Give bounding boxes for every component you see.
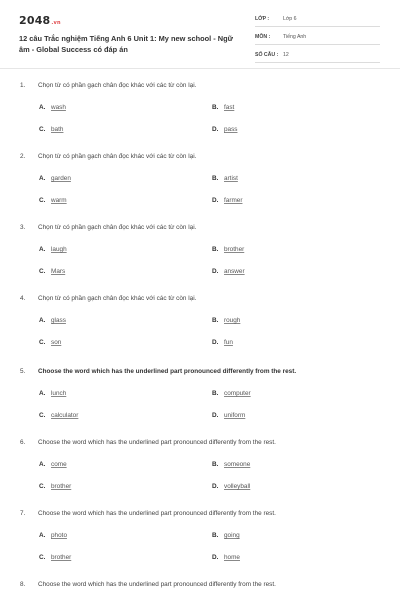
question-text: Choose the word which has the underlined part pronounced differently from the rest. bbox=[38, 510, 276, 517]
meta-subject-value: Tiếng Anh bbox=[283, 34, 307, 40]
option-letter: A. bbox=[39, 461, 46, 468]
option-b[interactable] bbox=[212, 461, 250, 468]
header-divider bbox=[0, 68, 400, 69]
option-d[interactable] bbox=[212, 268, 245, 275]
option-letter: A. bbox=[39, 390, 46, 397]
option-word: pass bbox=[224, 126, 238, 133]
option-a[interactable] bbox=[39, 390, 66, 397]
question-number: 5. bbox=[20, 368, 26, 375]
meta-class-value: Lớp 6 bbox=[283, 16, 297, 22]
option-letter: B. bbox=[212, 461, 219, 468]
option-letter: A. bbox=[39, 532, 46, 539]
meta-subject-row bbox=[255, 31, 380, 45]
option-letter: D. bbox=[212, 339, 219, 346]
option-word: fun bbox=[224, 339, 233, 346]
option-letter: A. bbox=[39, 175, 46, 182]
question-text: Chọn từ có phần gạch chân đọc khác với các từ còn lại. bbox=[38, 224, 197, 231]
option-word: photo bbox=[51, 532, 67, 539]
option-a[interactable] bbox=[39, 246, 67, 253]
option-word: rough bbox=[224, 317, 241, 324]
question-number: 2. bbox=[20, 153, 26, 160]
option-word: bath bbox=[51, 126, 64, 133]
option-c[interactable] bbox=[39, 412, 78, 419]
option-letter: B. bbox=[212, 175, 219, 182]
option-c[interactable] bbox=[39, 197, 67, 204]
option-a[interactable] bbox=[39, 317, 66, 324]
option-word: laugh bbox=[51, 246, 67, 253]
document-title: 12 câu Trắc nghiệm Tiếng Anh 6 Unit 1: My new school - Ngữ âm - Global Success có đáp án bbox=[19, 34, 233, 54]
option-word: volleyball bbox=[224, 483, 251, 490]
option-letter: B. bbox=[212, 104, 219, 111]
option-letter: D. bbox=[212, 197, 219, 204]
question-text: Chọn từ có phần gạch chân đọc khác với các từ còn lại. bbox=[38, 153, 197, 160]
option-letter: C. bbox=[39, 554, 46, 561]
question-text: Choose the word which has the underlined part pronounced differently from the rest. bbox=[38, 368, 297, 375]
option-c[interactable] bbox=[39, 554, 71, 561]
option-c[interactable] bbox=[39, 483, 71, 490]
option-a[interactable] bbox=[39, 532, 67, 539]
meta-count-label: SỐ CÂU : bbox=[255, 52, 279, 58]
option-word: come bbox=[51, 461, 67, 468]
logo-main-text: 2048 bbox=[19, 14, 51, 27]
option-word: brother bbox=[51, 554, 72, 561]
option-word: home bbox=[224, 554, 240, 561]
question-number: 1. bbox=[20, 82, 26, 89]
meta-subject-label: MÔN : bbox=[255, 34, 271, 40]
option-a[interactable] bbox=[39, 104, 66, 111]
option-d[interactable] bbox=[212, 412, 245, 419]
option-word: brother bbox=[51, 483, 72, 490]
option-word: wash bbox=[51, 104, 66, 111]
option-word: artist bbox=[224, 175, 238, 182]
option-letter: C. bbox=[39, 483, 46, 490]
option-letter: D. bbox=[212, 268, 219, 275]
option-word: answer bbox=[224, 268, 245, 275]
option-letter: A. bbox=[39, 317, 46, 324]
option-b[interactable] bbox=[212, 390, 251, 397]
option-d[interactable] bbox=[212, 197, 242, 204]
question-text: Chọn từ có phần gạch chân đọc khác với các từ còn lại. bbox=[38, 82, 197, 89]
option-b[interactable] bbox=[212, 246, 244, 253]
option-letter: D. bbox=[212, 412, 219, 419]
option-b[interactable] bbox=[212, 532, 240, 539]
option-word: computer bbox=[224, 390, 251, 397]
option-letter: B. bbox=[212, 532, 219, 539]
meta-class-label: LỚP : bbox=[255, 16, 270, 22]
meta-count-row bbox=[255, 49, 380, 63]
option-word: warm bbox=[51, 197, 67, 204]
option-letter: C. bbox=[39, 197, 46, 204]
question-number: 8. bbox=[20, 581, 26, 588]
option-d[interactable] bbox=[212, 554, 240, 561]
question-text: Choose the word which has the underlined part pronounced differently from the rest. bbox=[38, 581, 276, 588]
option-word: going bbox=[224, 532, 240, 539]
option-word: son bbox=[51, 339, 62, 346]
option-letter: C. bbox=[39, 126, 46, 133]
site-logo[interactable] bbox=[19, 14, 61, 27]
question-number: 7. bbox=[20, 510, 26, 517]
meta-class-row bbox=[255, 13, 380, 27]
option-b[interactable] bbox=[212, 317, 240, 324]
option-d[interactable] bbox=[212, 483, 250, 490]
option-letter: C. bbox=[39, 268, 46, 275]
option-word: someone bbox=[224, 461, 251, 468]
option-letter: B. bbox=[212, 390, 219, 397]
option-word: brother bbox=[224, 246, 245, 253]
option-letter: C. bbox=[39, 339, 46, 346]
option-word: lunch bbox=[51, 390, 67, 397]
logo-suffix-text: .vn bbox=[51, 20, 61, 26]
option-c[interactable] bbox=[39, 268, 65, 275]
option-letter: A. bbox=[39, 104, 46, 111]
option-letter: C. bbox=[39, 412, 46, 419]
option-word: uniform bbox=[224, 412, 246, 419]
meta-count-value: 12 bbox=[283, 52, 289, 58]
option-letter: A. bbox=[39, 246, 46, 253]
question-number: 4. bbox=[20, 295, 26, 302]
question-number: 6. bbox=[20, 439, 26, 446]
option-word: calculator bbox=[51, 412, 79, 419]
question-number: 3. bbox=[20, 224, 26, 231]
option-letter: D. bbox=[212, 483, 219, 490]
option-d[interactable] bbox=[212, 339, 233, 346]
option-b[interactable] bbox=[212, 175, 238, 182]
option-word: glass bbox=[51, 317, 66, 324]
option-d[interactable] bbox=[212, 126, 238, 133]
option-letter: B. bbox=[212, 317, 219, 324]
document-header bbox=[0, 0, 400, 68]
option-letter: B. bbox=[212, 246, 219, 253]
question-text: Choose the word which has the underlined part pronounced differently from the rest. bbox=[38, 439, 276, 446]
option-c[interactable] bbox=[39, 339, 61, 346]
option-c[interactable] bbox=[39, 126, 63, 133]
document-meta bbox=[255, 13, 380, 67]
option-word: fast bbox=[224, 104, 235, 111]
option-letter: D. bbox=[212, 126, 219, 133]
option-word: garden bbox=[51, 175, 71, 182]
option-a[interactable] bbox=[39, 461, 67, 468]
option-b[interactable] bbox=[212, 104, 234, 111]
question-text: Chọn từ có phần gạch chân đọc khác với các từ còn lại. bbox=[38, 295, 197, 302]
option-letter: D. bbox=[212, 554, 219, 561]
option-a[interactable] bbox=[39, 175, 71, 182]
option-word: farmer bbox=[224, 197, 243, 204]
option-word: Mars bbox=[51, 268, 66, 275]
